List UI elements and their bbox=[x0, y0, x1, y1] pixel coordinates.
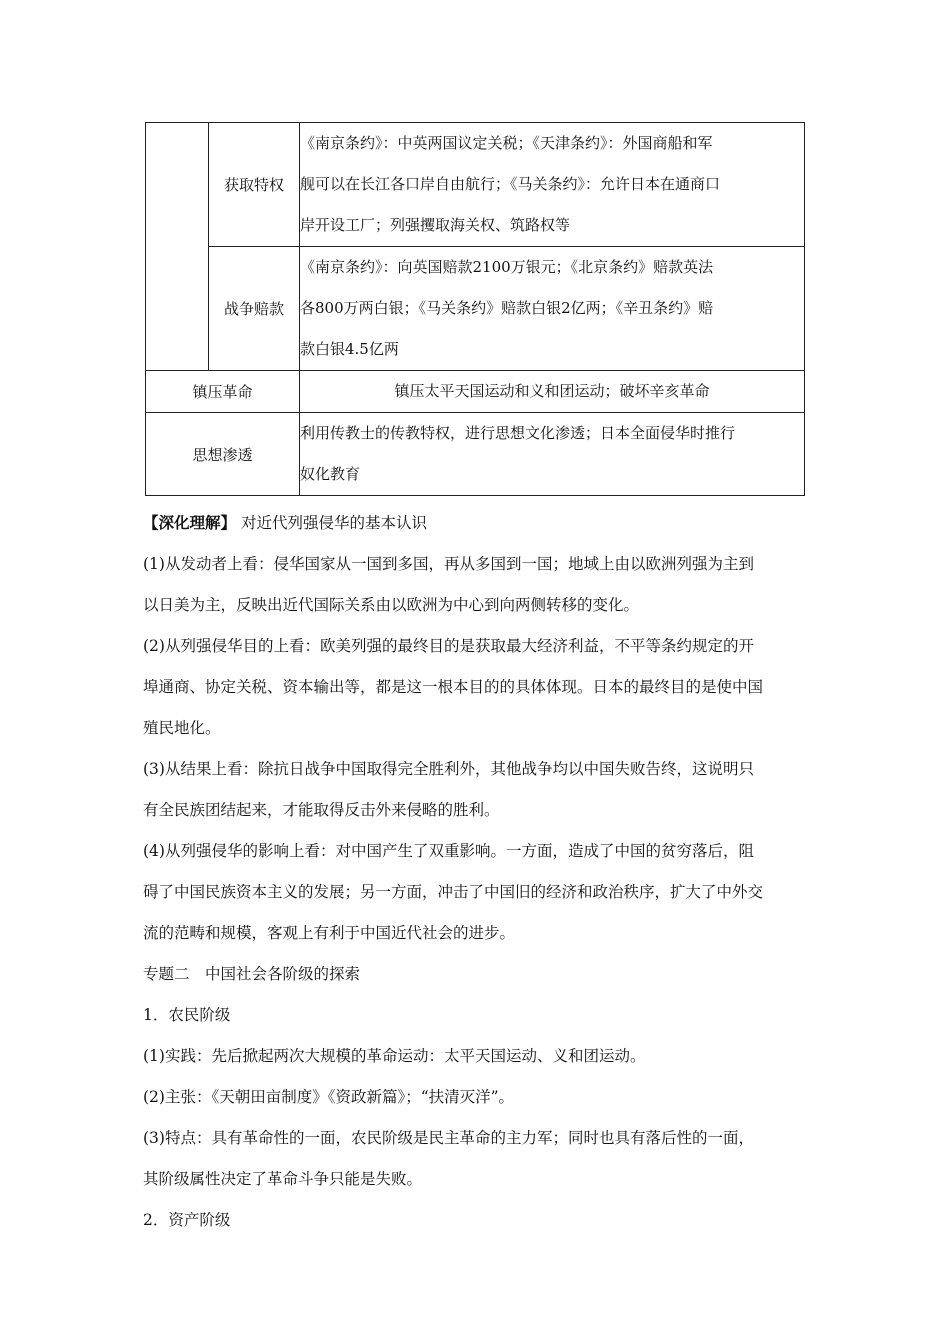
table-row bbox=[146, 371, 805, 413]
row-content bbox=[300, 371, 805, 413]
row-content bbox=[300, 247, 805, 371]
paragraph-line: (3)从结果上看：除抗日战争中国取得完全胜利外，其他战争均以中国失败告终，这说明只 bbox=[143, 760, 754, 778]
paragraph-line: 埠通商、协定关税、资本输出等，都是这一根本目的的具体体现。日本的最终目的是使中国 bbox=[143, 678, 764, 696]
deepen-title: 对近代列强侵华的基本认识 bbox=[240, 514, 427, 532]
paragraph-line: (4)从列强侵华的影响上看：对中国产生了双重影响。一方面，造成了中国的贫穷落后，阻 bbox=[143, 842, 754, 860]
paragraph-line: 其阶级属性决定了革命斗争只能是失败。 bbox=[143, 1170, 423, 1188]
deepen-bracket-title: 【深化理解】 bbox=[143, 513, 237, 532]
paragraph-line: 以日美为主，反映出近代国际关系由以欧洲为中心到向两侧转移的变化。 bbox=[143, 596, 640, 614]
row-content bbox=[300, 413, 805, 496]
paragraph-line: (1)从发动者上看：侵华国家从一国到多国，再从多国到一国；地域上由以欧洲列强为主到 bbox=[143, 555, 754, 573]
content-line: 奴化教育 bbox=[300, 465, 361, 483]
row-label: 思想渗透 bbox=[146, 413, 300, 496]
paragraph-line: 有全民族团结起来，才能取得反击外来侵略的胜利。 bbox=[143, 801, 500, 819]
content-line: 利用传教士的传教特权，进行思想文化渗透；日本全面侵华时推行 bbox=[300, 424, 736, 442]
content-line: 《南京条约》：中英两国议定关税；《天津条约》：外国商船和军 bbox=[300, 134, 713, 152]
content-line: 《南京条约》：向英国赔款2100万银元；《北京条约》赔款英法 bbox=[300, 258, 714, 276]
section-heading: 2．资产阶级 bbox=[143, 1211, 231, 1229]
row-label: 获取特权 bbox=[209, 123, 300, 247]
table-row bbox=[146, 247, 805, 371]
paragraph-line: (2)从列强侵华目的上看：欧美列强的最终目的是获取最大经济利益，不平等条约规定的开 bbox=[143, 637, 754, 655]
invasion-table bbox=[145, 122, 805, 496]
content-line: 各800万两白银；《马关条约》赔款白银2亿两；《辛丑条约》赔 bbox=[300, 299, 714, 317]
table-row bbox=[146, 123, 805, 247]
paragraph-line: 流的范畴和规模，客观上有利于中国近代社会的进步。 bbox=[143, 924, 516, 942]
content-line: 款白银4.5亿两 bbox=[300, 340, 399, 358]
section-heading: 1．农民阶级 bbox=[143, 1006, 231, 1024]
paragraph-line: (2)主张：《天朝田亩制度》《资政新篇》；“扶清灭洋”。 bbox=[143, 1088, 515, 1106]
deepen-heading bbox=[143, 508, 427, 538]
content-line: 镇压太平天国运动和义和团运动；破坏辛亥革命 bbox=[394, 382, 710, 400]
table-row bbox=[146, 413, 805, 496]
paragraph-line: 碍了中国民族资本主义的发展；另一方面，冲击了中国旧的经济和政治秩序，扩大了中外交 bbox=[143, 883, 764, 901]
content-line: 岸开设工厂；列强攫取海关权、筑路权等 bbox=[300, 216, 571, 234]
paragraph-line: 殖民地化。 bbox=[143, 719, 221, 737]
content-line: 舰可以在长江各口岸自由航行；《马关条约》：允许日本在通商口 bbox=[300, 175, 721, 193]
merged-category-cell bbox=[146, 123, 209, 371]
row-content bbox=[300, 123, 805, 247]
row-label: 战争赔款 bbox=[209, 247, 300, 371]
row-label: 镇压革命 bbox=[146, 371, 300, 413]
paragraph-line: (3)特点：具有革命性的一面，农民阶级是民主革命的主力军；同时也具有落后性的一面， bbox=[143, 1129, 754, 1147]
topic-heading: 专题二 中国社会各阶级的探索 bbox=[143, 965, 361, 983]
paragraph-line: (1)实践：先后掀起两次大规模的革命运动：太平天国运动、义和团运动。 bbox=[143, 1047, 646, 1065]
